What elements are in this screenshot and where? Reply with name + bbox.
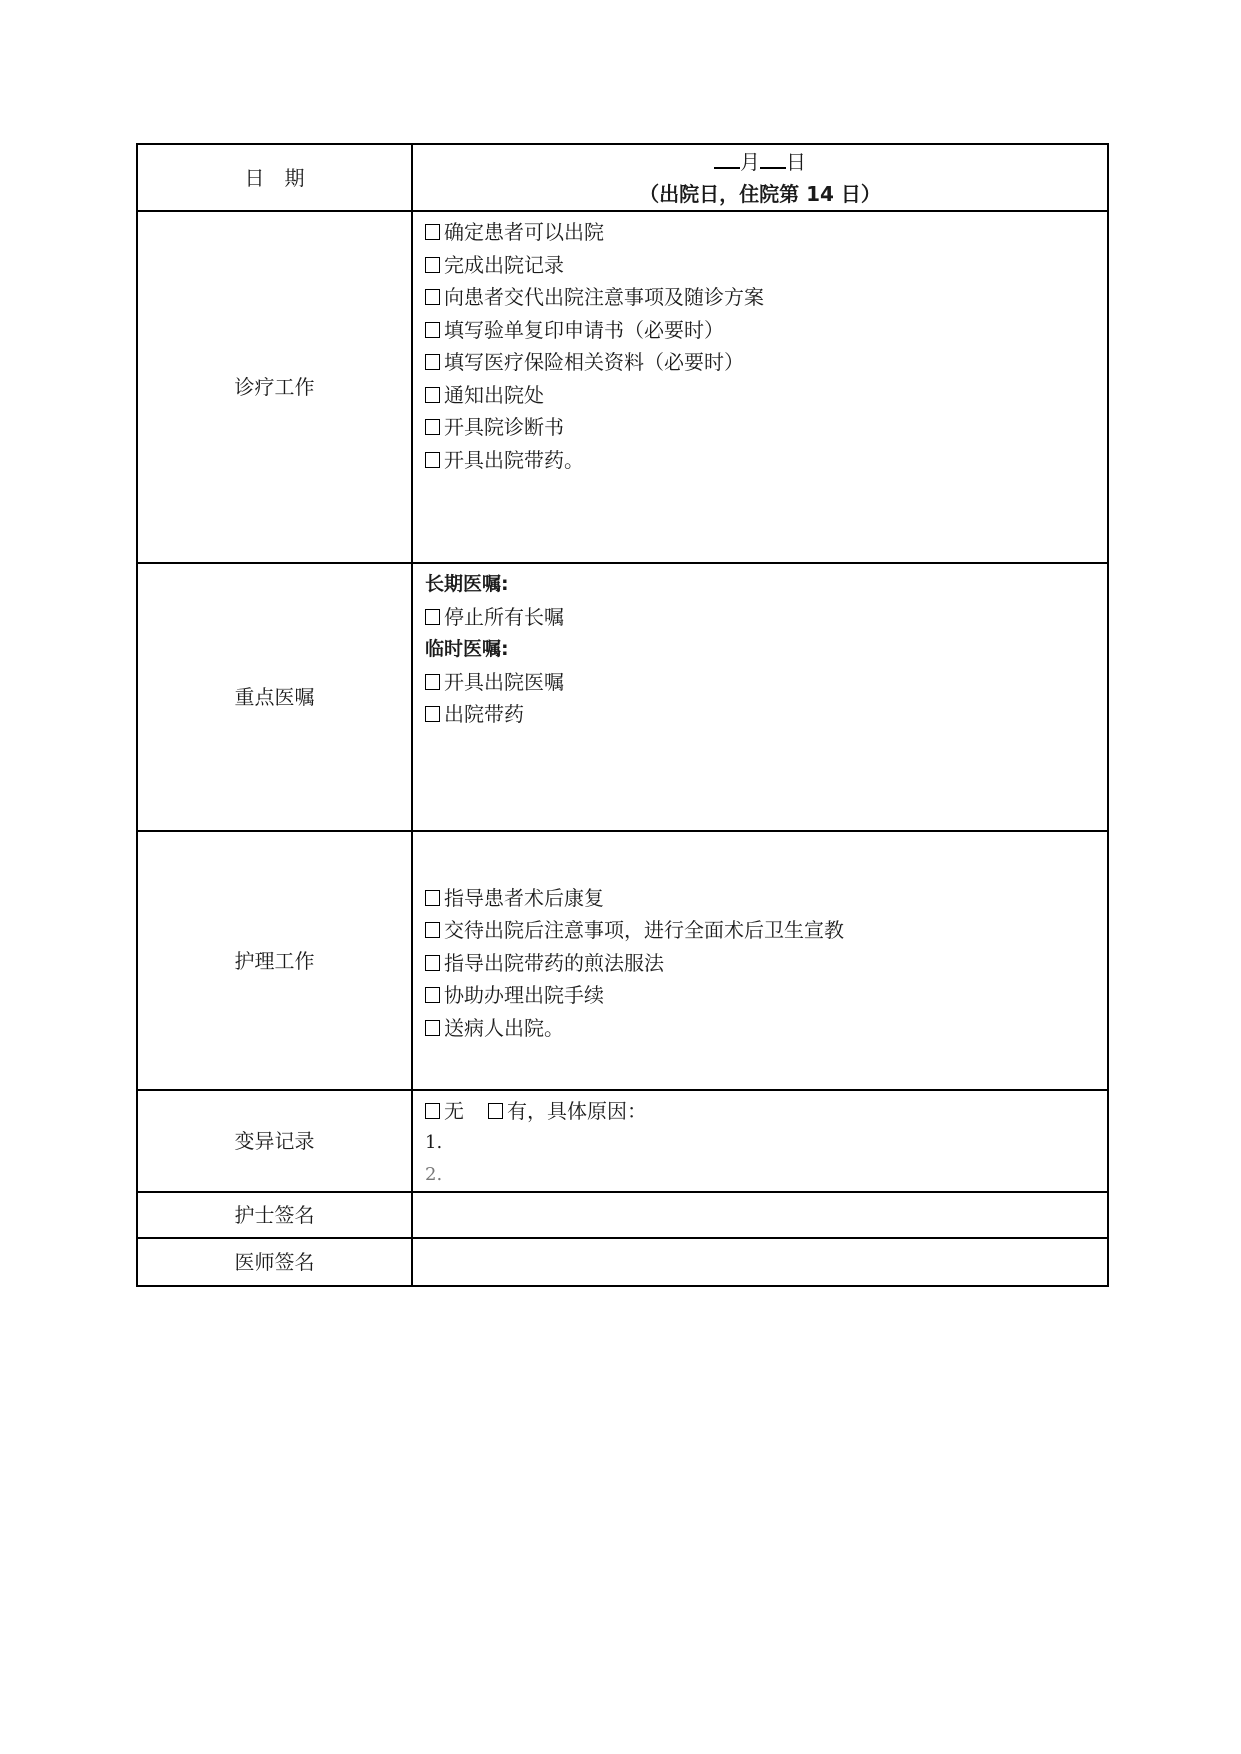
checklist-item[interactable] [425,379,1107,412]
checkbox[interactable] [425,452,440,468]
checklist-item[interactable] [425,881,1107,914]
checkbox[interactable] [425,674,440,690]
checklist-item-label: 协助办理出院手续 [444,983,604,1007]
checkbox[interactable] [425,419,440,435]
checklist-item[interactable] [425,601,1107,634]
diagnosis-label: 诊疗工作 [137,211,412,563]
checkbox-none[interactable] [425,1103,440,1119]
checkbox[interactable] [425,354,440,370]
checklist-item[interactable] [425,698,1107,731]
date-fill-line [413,146,1107,178]
checklist-item-label: 交待出院后注意事项，进行全面术后卫生宣教 [444,918,844,942]
nurse-signature-field[interactable] [412,1192,1108,1238]
variation-line-1[interactable]: 1. [425,1132,443,1153]
checklist-item[interactable] [425,314,1107,347]
clinical-pathway-table [136,143,1109,1287]
checkbox[interactable] [425,955,440,971]
checklist-item[interactable] [425,1011,1107,1044]
month-suffix: 月 [740,149,760,174]
checklist-item[interactable] [425,666,1107,699]
checklist-item-label: 出院带药 [444,702,524,727]
checkbox[interactable] [425,609,440,625]
day-suffix: 日 [786,149,806,174]
nursing-label: 护理工作 [137,831,412,1090]
date-row [137,144,1108,211]
variation-row [137,1090,1108,1192]
long-term-orders-title: 长期医嘱: [425,573,509,595]
doctor-signature-field[interactable] [412,1238,1108,1286]
diagnosis-content [412,211,1108,563]
checklist-item-label: 开具院诊断书 [444,415,564,440]
checklist-item-label: 开具出院带药。 [444,447,584,472]
checklist-item[interactable] [425,444,1107,477]
doctor-signature-row [137,1238,1108,1286]
checklist-item[interactable] [425,914,1107,947]
diagnosis-row [137,211,1108,563]
checkbox[interactable] [425,224,440,240]
nursing-content [412,831,1108,1090]
checklist-item[interactable] [425,946,1107,979]
variation-line-2[interactable]: 2. [425,1164,443,1185]
variation-label: 变异记录 [137,1090,412,1192]
checkbox-yes[interactable] [488,1103,503,1119]
checklist-item-label: 向患者交代出院注意事项及随诊方案 [444,285,764,310]
variation-options [425,1095,1107,1127]
nursing-row [137,831,1108,1090]
date-subtitle: （出院日，住院第 14 日） [639,181,881,206]
checkbox[interactable] [425,257,440,273]
option-none-label: 无 [444,1099,464,1123]
checklist-item-label: 开具出院医嘱 [444,669,564,694]
checklist-item[interactable] [425,346,1107,379]
checklist-item-label: 停止所有长嘱 [444,604,564,629]
checklist-item[interactable] [425,249,1107,282]
checkbox[interactable] [425,322,440,338]
nurse-signature-row [137,1192,1108,1238]
checklist-item[interactable] [425,979,1107,1012]
checklist-item-label: 填写验单复印申请书（必要时） [444,317,724,342]
checkbox[interactable] [425,987,440,1003]
checklist-item-label: 指导出院带药的煎法服法 [444,950,664,975]
temporary-orders-title: 临时医嘱: [425,638,509,660]
checkbox[interactable] [425,387,440,403]
date-value-cell [412,144,1108,211]
doctor-signature-label: 医师签名 [137,1238,412,1286]
checklist-item[interactable] [425,281,1107,314]
orders-label: 重点医嘱 [137,563,412,831]
day-blank[interactable] [760,147,786,169]
orders-content [412,563,1108,831]
checklist-item-label: 送病人出院。 [444,1015,564,1040]
checklist-item-label: 确定患者可以出院 [444,220,604,245]
checklist-item-label: 填写医疗保险相关资料（必要时） [444,350,744,375]
checklist-item[interactable] [425,411,1107,444]
checklist-item-label: 通知出院处 [444,382,544,407]
checkbox[interactable] [425,922,440,938]
orders-row [137,563,1108,831]
option-yes-label: 有，具体原因： [507,1099,647,1123]
checkbox[interactable] [425,1020,440,1036]
month-blank[interactable] [714,147,740,169]
variation-content [412,1090,1108,1192]
checkbox[interactable] [425,890,440,906]
nurse-signature-label: 护士签名 [137,1192,412,1238]
date-label: 日 期 [137,144,412,211]
checklist-item-label: 指导患者术后康复 [444,885,604,910]
checkbox[interactable] [425,289,440,305]
checklist-item-label: 完成出院记录 [444,252,564,277]
checklist-item[interactable] [425,216,1107,249]
checkbox[interactable] [425,706,440,722]
